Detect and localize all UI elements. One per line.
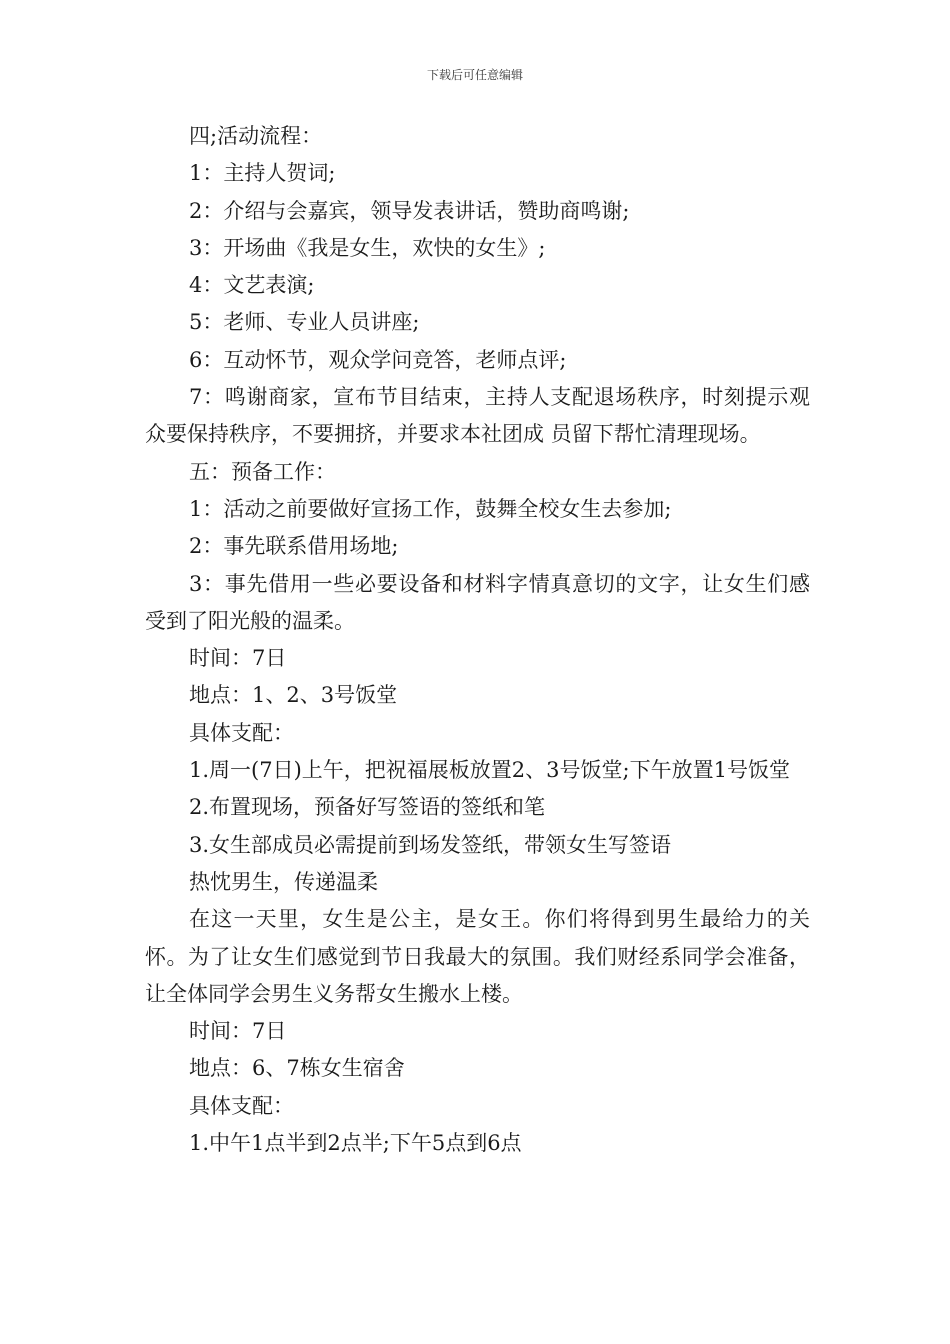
arrangement-heading: 具体支配： xyxy=(189,720,294,745)
list-item: 1.中午1点半到2点半;下午5点到6点 xyxy=(189,1131,522,1156)
list-item: 3：开场曲《我是女生，欢快的女生》; xyxy=(189,235,546,260)
list-item: 2：事先联系借用场地; xyxy=(189,534,399,559)
list-item: 5：老师、专业人员讲座; xyxy=(189,310,420,335)
list-item: 2.布置现场，预备好写签语的签纸和笔 xyxy=(189,795,546,820)
time-line: 时间：7日 xyxy=(189,646,287,671)
location-line: 地点：1、2、3号饭堂 xyxy=(189,683,398,708)
body-paragraph: 在这一天里，女生是公主，是女王。你们将得到男生最给力的关怀。为了让女生们感觉到节日我最大的氛围。我们财经系同学会准备，让全体同学会男生义务帮女生搬水上楼。 xyxy=(145,907,810,1006)
list-item: 3.女生部成员必需提前到场发签纸，带领女生写签语 xyxy=(189,832,672,857)
location-line: 地点：6、7栋女生宿舍 xyxy=(189,1056,405,1081)
list-item: 1：活动之前要做好宣扬工作，鼓舞全校女生去参加; xyxy=(189,496,672,521)
list-item: 2：介绍与会嘉宾，领导发表讲话，赞助商鸣谢; xyxy=(189,198,630,223)
list-item: 1：主持人贺词; xyxy=(189,161,336,186)
list-item: 6：互动怀节，观众学问竞答，老师点评; xyxy=(189,347,567,372)
section-heading-preparation: 五：预备工作： xyxy=(189,459,336,484)
list-item: 3：事先借用一些必要设备和材料字情真意切的文字，让女生们感受到了阳光般的温柔。 xyxy=(145,571,810,633)
time-line: 时间：7日 xyxy=(189,1019,287,1044)
section-heading-process: 四;活动流程： xyxy=(189,124,323,148)
list-item: 7：鸣谢商家，宣布节目结束，主持人支配退场秩序，时刻提示观众要保持秩序，不要拥挤，并要求本社团成 员留下帮忙清理现场。 xyxy=(145,385,810,447)
subsection-title: 热忱男生，传递温柔 xyxy=(189,869,378,894)
arrangement-heading: 具体支配： xyxy=(189,1093,294,1118)
list-item: 1.周一(7日)上午，把祝福展板放置2、3号饭堂;下午放置1号饭堂 xyxy=(189,758,790,783)
document-body xyxy=(145,118,810,1162)
page-header-note: 下载后可任意编辑 xyxy=(426,68,523,82)
list-item: 4：文艺表演; xyxy=(189,273,315,298)
